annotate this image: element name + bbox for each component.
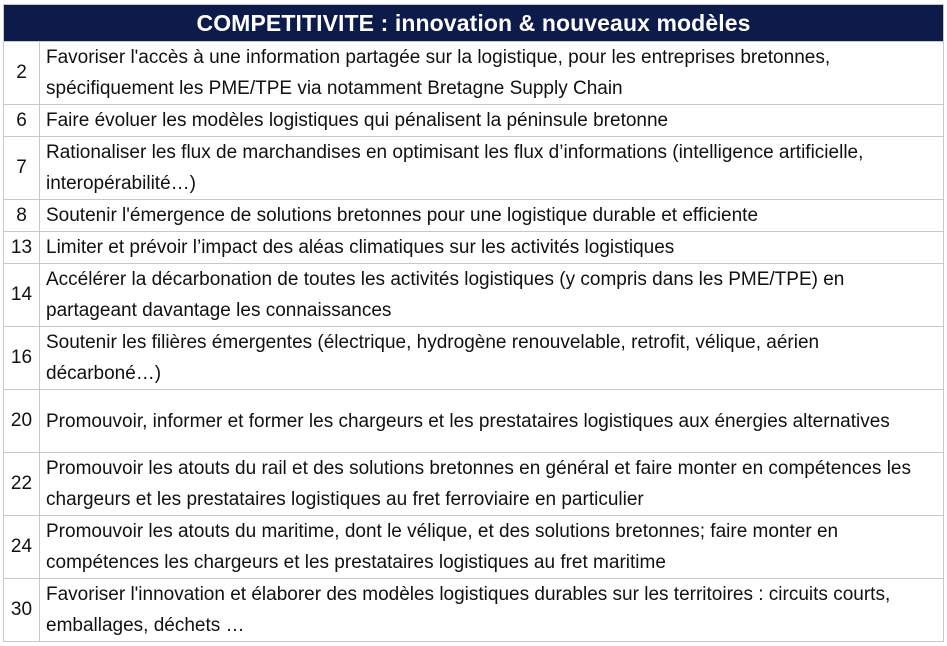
table-row (4, 200, 944, 232)
row-text: Favoriser l'accès à une information partagée sur la logistique, pour les entreprises bretonnes, spécifiquement les PME/TPE via notamment Bretagne Supply Chain (40, 42, 944, 105)
table-row (4, 42, 944, 105)
table-row (4, 137, 944, 200)
row-text: Rationaliser les flux de marchandises en optimisant les flux d’informations (intelligence artificielle, interopérabilité…) (40, 137, 944, 200)
row-number: 14 (4, 264, 40, 327)
row-text: Soutenir les filières émergentes (électrique, hydrogène renouvelable, retrofit, vélique, aérien décarboné…) (40, 327, 944, 390)
row-number: 8 (4, 200, 40, 232)
row-number: 13 (4, 232, 40, 264)
row-text: Faire évoluer les modèles logistiques qui pénalisent la péninsule bretonne (40, 105, 944, 137)
row-number: 2 (4, 42, 40, 105)
row-number: 6 (4, 105, 40, 137)
row-text: Soutenir l'émergence de solutions bretonnes pour une logistique durable et efficiente (40, 200, 944, 232)
table-row (4, 390, 944, 453)
table-row (4, 264, 944, 327)
row-text: Favoriser l'innovation et élaborer des modèles logistiques durables sur les territoires : circuits courts, emballages, déchets … (40, 579, 944, 642)
row-text: Promouvoir, informer et former les chargeurs et les prestataires logistiques aux énergies alternatives (40, 390, 944, 453)
row-text: Promouvoir les atouts du maritime, dont le vélique, et des solutions bretonnes; faire monter en compétences les chargeurs et les prestataires logistiques au fret maritime (40, 516, 944, 579)
row-text: Limiter et prévoir l’impact des aléas climatiques sur les activités logistiques (40, 232, 944, 264)
row-number: 7 (4, 137, 40, 200)
table-row (4, 579, 944, 642)
row-number: 20 (4, 390, 40, 453)
row-number: 16 (4, 327, 40, 390)
table-header-row (4, 5, 944, 42)
table-row (4, 327, 944, 390)
competitivite-table (3, 4, 944, 642)
row-number: 24 (4, 516, 40, 579)
row-text: Accélérer la décarbonation de toutes les activités logistiques (y compris dans les PME/TPE) en partageant davantage les connaissances (40, 264, 944, 327)
table-row (4, 232, 944, 264)
row-number: 22 (4, 453, 40, 516)
table-row (4, 105, 944, 137)
row-text: Promouvoir les atouts du rail et des solutions bretonnes en général et faire monter en compétences les chargeurs et les prestataires logistiques au fret ferroviaire en particulier (40, 453, 944, 516)
table-row (4, 453, 944, 516)
table-row (4, 516, 944, 579)
row-number: 30 (4, 579, 40, 642)
table-title: COMPETITIVITE : innovation & nouveaux modèles (4, 5, 944, 42)
